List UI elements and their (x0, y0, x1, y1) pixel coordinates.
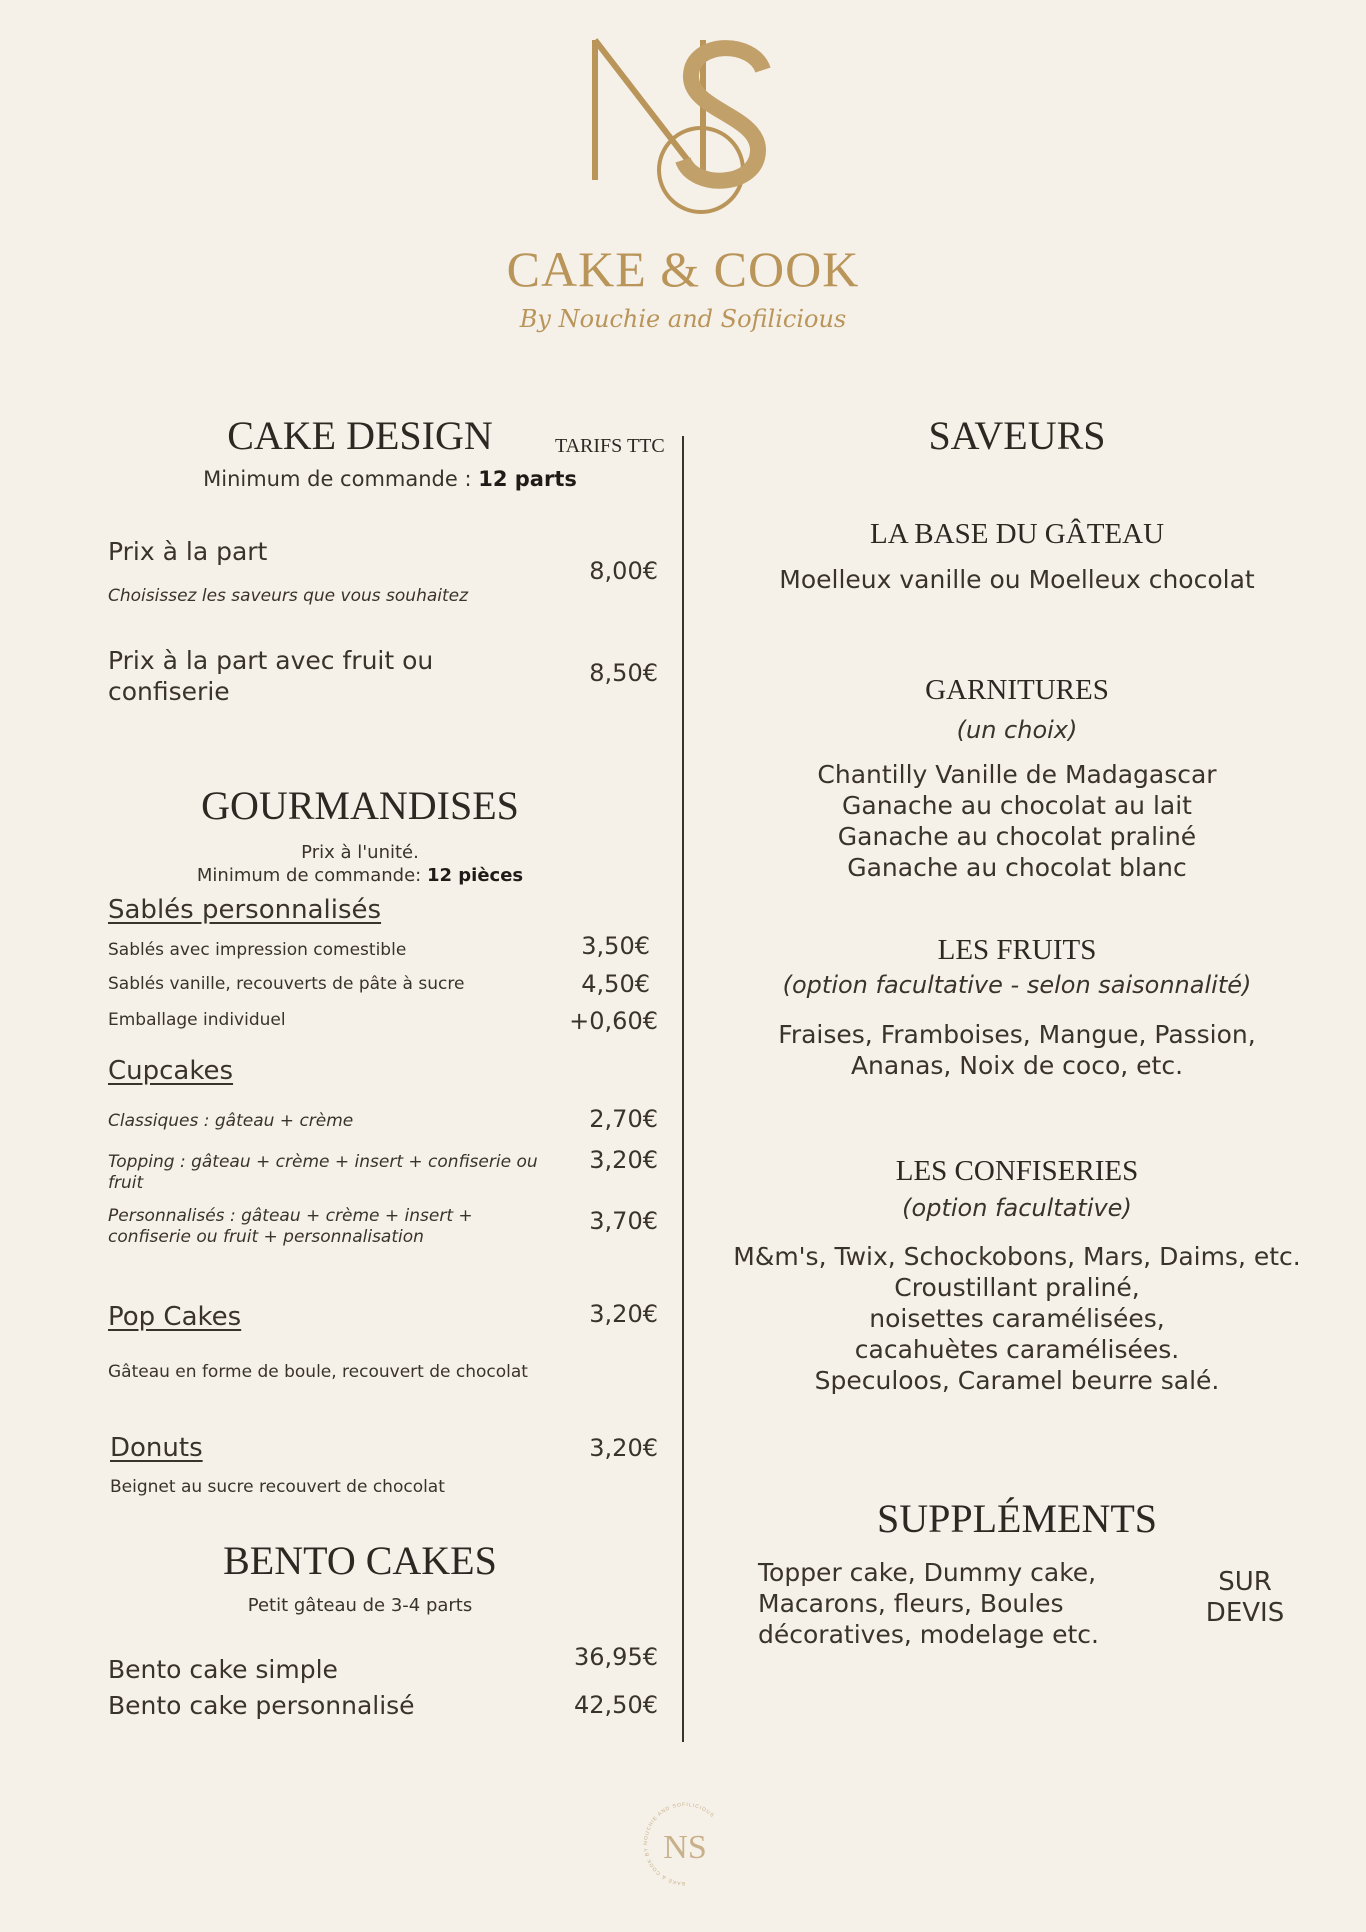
minimum-value: 12 parts (478, 467, 577, 491)
bento-item-price: 42,50€ (574, 1691, 658, 1719)
sables-item-price: 4,50€ (581, 970, 650, 998)
cupcakes-item-price: 3,20€ (589, 1146, 658, 1174)
supplement-line: Macarons, fleurs, Boules (758, 1589, 1064, 1618)
confiseries-line: Speculoos, Caramel beurre salé. (814, 1366, 1220, 1395)
price-per-part-note: Choisissez les saveurs que vous souhaitez (108, 586, 469, 606)
cupcakes-item-label: Topping : gâteau + crème + insert + confiserie ou fruit (108, 1152, 538, 1193)
fruits-line: Ananas, Noix de coco, etc. (850, 1051, 1184, 1080)
brand-name: CAKE & COOK (506, 241, 860, 297)
sables-title: Sablés personnalisés (108, 895, 382, 925)
donuts-desc: Beignet au sucre recouvert de chocolat (110, 1477, 445, 1497)
supplements-title: SUPPLÉMENTS (876, 1496, 1158, 1541)
confiseries-title: LES CONFISERIES (895, 1155, 1139, 1187)
unit-price-note: Prix à l'unité. (301, 842, 419, 863)
footer-ring-text: BAKE & COOK BY NOUCHIE AND SOFILICIOUS (642, 1801, 716, 1887)
cake-design-minimum (200, 467, 580, 491)
gourmandises-title: GOURMANDISES (201, 783, 519, 828)
garnitures-title: GARNITURES (925, 674, 1109, 706)
pop-cakes-desc: Gâteau en forme de boule, recouvert de chocolat (108, 1362, 528, 1382)
tarifs-ttc-label: TARIFS TTC (555, 435, 665, 457)
gourmandises-minimum (160, 865, 560, 886)
bento-title: BENTO CAKES (223, 1538, 497, 1583)
price-per-part-label: Prix à la part (108, 537, 268, 566)
bento-item-label: Bento cake personnalisé (108, 1691, 415, 1720)
brand-tagline: By Nouchie and Sofilicious (519, 305, 847, 333)
sables-item-label: Sablés avec impression comestible (108, 940, 407, 960)
fruits-list (700, 1019, 1334, 1081)
cake-design-title: CAKE DESIGN (227, 413, 493, 458)
confiseries-note: (option facultative) (902, 1194, 1132, 1222)
garniture-item: Ganache au chocolat praliné (837, 822, 1197, 851)
price-per-part-value: 8,00€ (589, 557, 658, 585)
minimum-label: Minimum de commande: (196, 865, 422, 886)
price-per-part-fruit-value: 8,50€ (589, 659, 658, 687)
footer-monogram: NS (663, 1829, 707, 1866)
supplements-list (758, 1557, 1138, 1650)
confiseries-line: Croustillant praliné, (894, 1273, 1140, 1302)
supplement-line: décoratives, modelage etc. (758, 1620, 1099, 1649)
fruits-note: (option facultative - selon saisonnalité) (782, 971, 1252, 999)
price-per-part-fruit-label: Prix à la part avec fruit ou confiserie (108, 646, 434, 706)
bento-subtitle: Petit gâteau de 3-4 parts (247, 1595, 473, 1616)
confiseries-line: noisettes caramélisées, (869, 1304, 1165, 1333)
bento-item-price: 36,95€ (574, 1643, 658, 1671)
garniture-item: Ganache au chocolat blanc (847, 853, 1187, 882)
sables-item-label: Sablés vanille, recouverts de pâte à sucre (108, 974, 465, 994)
confiseries-line: cacahuètes caramélisées. (854, 1335, 1180, 1364)
cupcakes-item-label: Personnalisés : gâteau + crème + insert + confiserie ou fruit + personnalisation (108, 1206, 473, 1247)
confiseries-list (700, 1241, 1334, 1396)
minimum-label: Minimum de commande : (203, 467, 472, 491)
pop-cakes-title: Pop Cakes (108, 1302, 242, 1332)
sables-item-price: +0,60€ (569, 1007, 658, 1035)
base-text: Moelleux vanille ou Moelleux chocolat (779, 565, 1255, 594)
supplements-price (1180, 1567, 1310, 1629)
supplements-price-line: DEVIS (1205, 1598, 1285, 1628)
donuts-price: 3,20€ (589, 1434, 658, 1462)
bento-item-label: Bento cake simple (108, 1655, 338, 1684)
sables-item-label: Emballage individuel (108, 1010, 286, 1030)
fruits-title: LES FRUITS (937, 934, 1097, 966)
garniture-item: Ganache au chocolat au lait (842, 791, 1192, 820)
base-title: LA BASE DU GÂTEAU (869, 518, 1165, 550)
supplements-price-line: SUR (1218, 1567, 1272, 1597)
confiseries-line: M&m's, Twix, Schockobons, Mars, Daims, etc. (733, 1242, 1301, 1271)
cupcakes-item-label: Classiques : gâteau + crème (108, 1111, 354, 1131)
fruits-line: Fraises, Framboises, Mangue, Passion, (778, 1020, 1256, 1049)
cupcakes-item-price: 2,70€ (589, 1105, 658, 1133)
minimum-value: 12 pièces (426, 865, 524, 886)
garnitures-list (700, 759, 1334, 883)
footer-logo (620, 1800, 750, 1890)
garnitures-note: (un choix) (956, 716, 1078, 744)
donuts-title: Donuts (110, 1433, 203, 1463)
brand-monogram-logo (583, 30, 783, 220)
column-divider (682, 436, 684, 1742)
brand-monogram-text: NS (682, 130, 684, 131)
cupcakes-item-price: 3,70€ (589, 1207, 658, 1235)
saveurs-title: SAVEURS (928, 413, 1106, 458)
pop-cakes-price: 3,20€ (589, 1300, 658, 1328)
garniture-item: Chantilly Vanille de Madagascar (817, 760, 1217, 789)
sables-item-price: 3,50€ (581, 932, 650, 960)
supplement-line: Topper cake, Dummy cake, (758, 1558, 1097, 1587)
cupcakes-title: Cupcakes (108, 1056, 234, 1086)
